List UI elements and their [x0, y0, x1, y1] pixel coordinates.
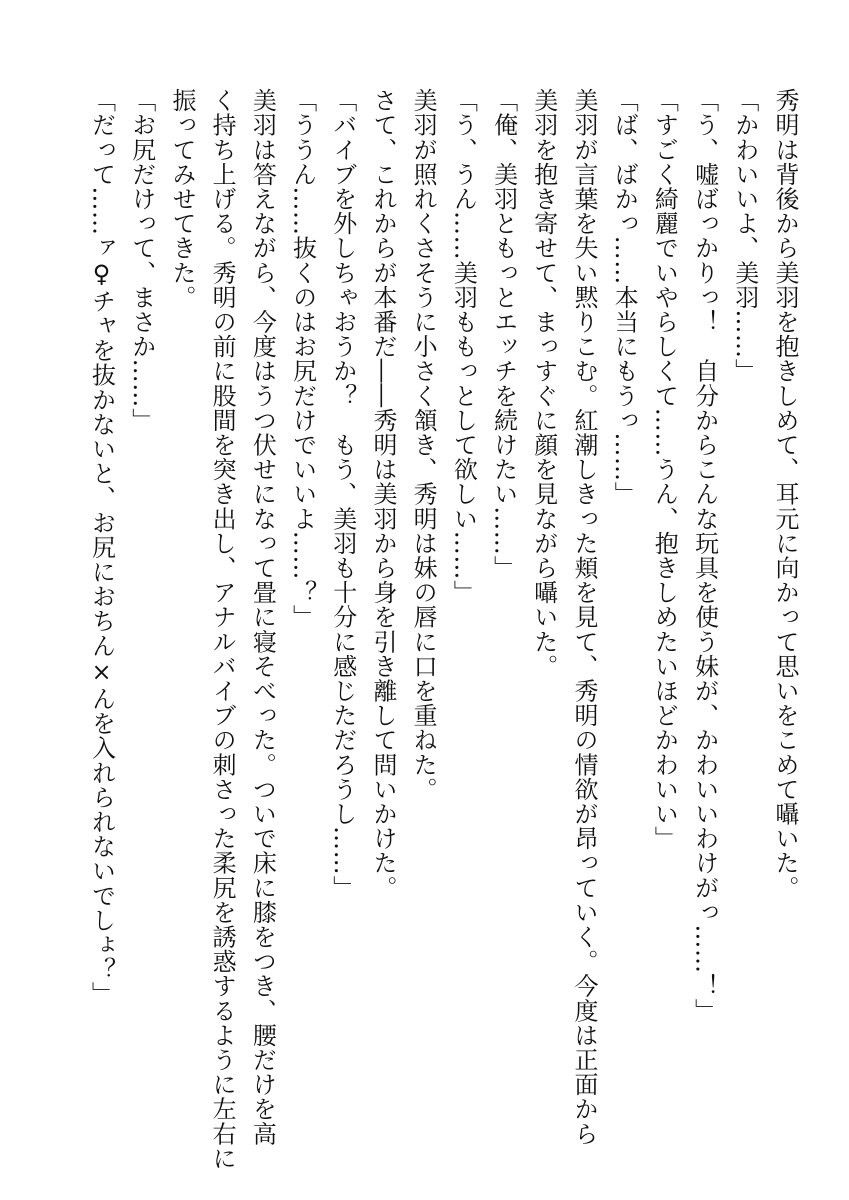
- dialogue-line: 「かわいいよ、美羽……」: [730, 88, 759, 384]
- dialogue-line: 「う、うん……美羽ももっとして欲しい……」: [449, 88, 478, 605]
- narration-line: 秀明は背後から美羽を抱きしめて、耳元に向かって思いをこめて囁いた。: [771, 88, 799, 900]
- dialogue-line: 「お尻だけって、まさか……」: [127, 88, 156, 433]
- dialogue-line: 「ううん……抜くのはお尻だけでいいよ……？」: [288, 88, 317, 630]
- dialogue-line: 「すごく綺麗でいやらしくて……うん、抱きしめたいほどかわいい」: [650, 88, 679, 851]
- dialogue-line: 「だって……ァ♀チャを抜かないと、お尻におちん×んを入れられないでしょ？」: [87, 88, 116, 1007]
- dialogue-line: 「う、嘘ばっかりっ！ 自分からこんな玩具を使う妹が、かわいいわけがっ……！」: [690, 88, 719, 1023]
- vertical-text-body: [81, 88, 805, 1171]
- dialogue-line: 「ば、ばかっ……本当にもうっ……」: [610, 88, 639, 507]
- narration-line: 美羽は答えながら、今度はうつ伏せになって畳に寝そべった。ついで床に膝をつき、腰だけを高: [248, 88, 277, 1146]
- narration-line: 美羽が言葉を失い黙りこむ。紅潮しきった頬を見て、秀明の情欲が昂っていく。今度は正面から: [569, 88, 598, 1146]
- dialogue-line: 「俺、美羽ともっとエッチを続けたい……」: [489, 88, 518, 580]
- narration-line: 美羽を抱き寄せて、まっすぐに顔を見ながら囁いた。: [529, 88, 558, 679]
- narration-line: 美羽が照れくさそうに小さく頷き、秀明は妹の唇に口を重ねた。: [409, 88, 438, 802]
- narration-line: く持ち上げる。秀明の前に股間を突き出し、アナルバイブの刺さった柔尻を誘惑するように左右に: [208, 88, 237, 1171]
- dialogue-line: 「バイブを外しちゃおうか？ もう、美羽も十分に感じただろうし……」: [328, 88, 357, 900]
- narration-line: さて、これからが本番だ――秀明は美羽から身を引き離して問いかけた。: [368, 88, 397, 900]
- narration-line: 振ってみせてきた。: [167, 88, 196, 310]
